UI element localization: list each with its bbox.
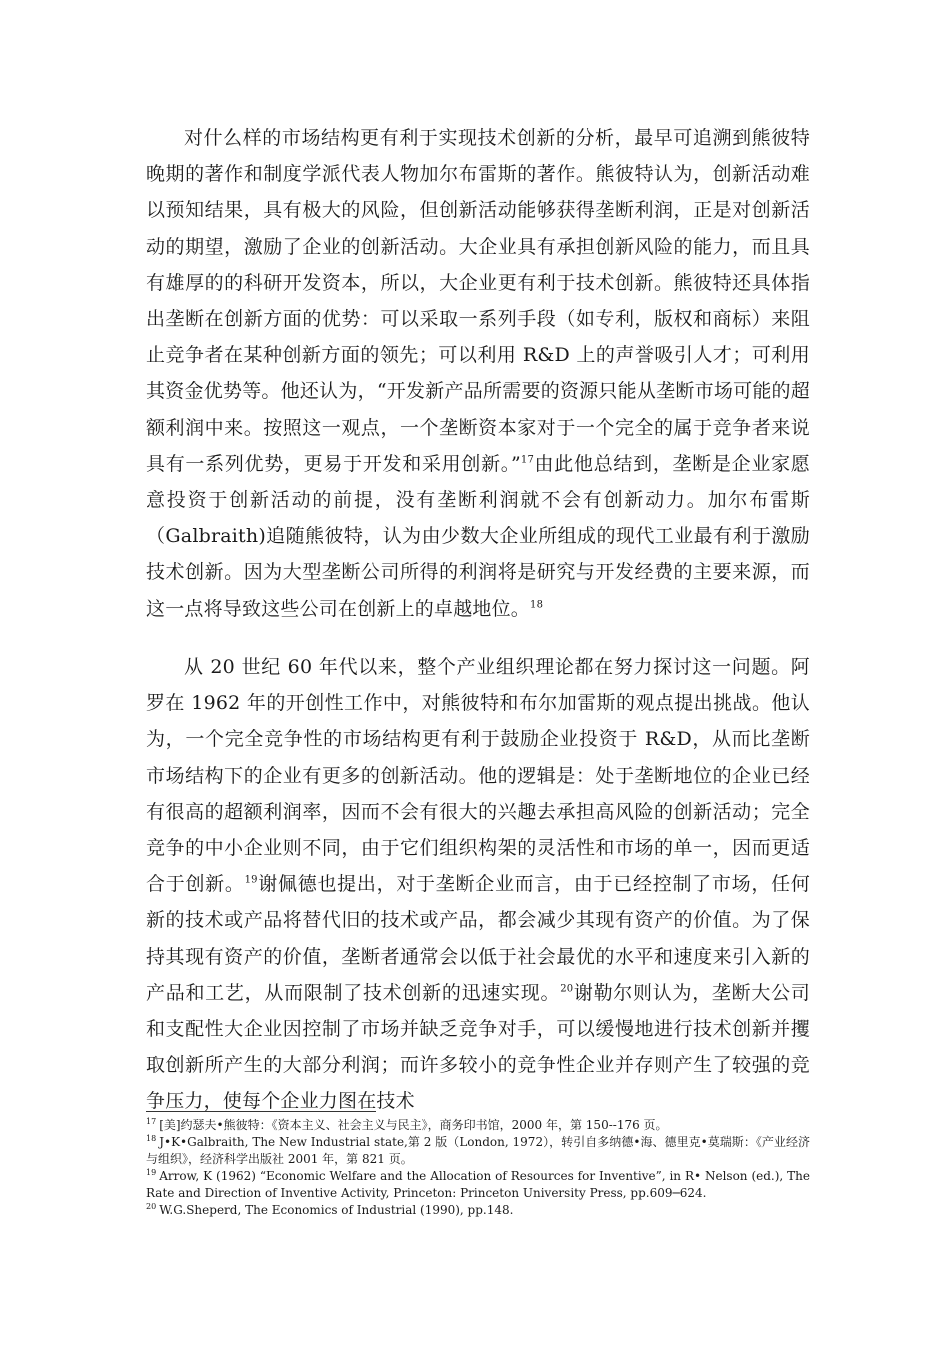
body-paragraph-2 <box>146 649 810 1120</box>
footnote-17 <box>146 1117 810 1134</box>
footnote-19 <box>146 1168 810 1202</box>
paragraph-2-text-a: 从 20 世纪 60 年代以来，整个产业组织理论都在努力探讨这一问题。阿罗在 1962 年的开创性工作中，对熊彼特和布尔加雷斯的观点提出挑战。他认为，一个完全竞争性的市场结构更有利于鼓励企业投资于 R&D，从而比垄断市场结构下的企业有更多的创新活动。他的逻辑是：处于垄断地位的企业已经有很高的超额利润率，因而不会有很大的兴趣去承担高风险的创新活动；完全竞争的中小企业则不同，由于它们组织构架的灵活性和市场的单一，因而更适合于创新。 <box>146 656 810 896</box>
footnote-number: 19 <box>146 1168 157 1177</box>
paragraph-2-text-b: 谢佩德也提出，对于垄断企业而言，由于已经控制了市场，任何新的技术或产品将替代旧的技术或产品，都会减少其现有资产的价值。为了保持其现有资产的价值，垄断者通常会以低于社会最优的水平和速度来引入新的产品和工艺，从而限制了技术创新的迅速实现。 <box>146 873 810 1004</box>
footnote-number: 20 <box>146 1202 157 1211</box>
footnote-ref-17[interactable]: 17 <box>520 454 535 466</box>
footnote-ref-18[interactable]: 18 <box>530 599 544 611</box>
footnote-ref-20[interactable]: 20 <box>560 983 574 995</box>
footnote-number: 17 <box>146 1117 157 1126</box>
paragraph-2-text-c: 谢勒尔则认为，垄断大公司和支配性大企业因控制了市场并缺乏竞争对手，可以缓慢地进行技术创新并攫取创新所产生的大部分利润；而许多较小的竞争性企业并存则产生了较强的竞争压力，使每个企业力图在技术 <box>146 981 811 1113</box>
footnote-separator <box>146 1111 376 1112</box>
paragraph-1-text-a: 对什么样的市场结构更有利于实现技术创新的分析，最早可追溯到熊彼特晚期的著作和制度学派代表人物加尔布雷斯的著作。熊彼特认为，创新活动难以预知结果，具有极大的风险，但创新活动能够获得垄断利润，正是对创新活动的期望，激励了企业的创新活动。大企业具有承担创新风险的能力，而且具有雄厚的的科研开发资本，所以，大企业更有利于技术创新。熊彼特还具体指出垄断在创新方面的优势：可以采取一系列手段（如专利，版权和商标）来阻止竞争者在某种创新方面的领先；可以利用 R&D 上的声誉吸引人才；可利用其资金优势等。他还认为，“开发新产品所需要的资源只能从垄断市场可能的超额利润中来。按照这一观点，一个垄断资本家对于一个完全的属于竞争者来说具有一系列优势，更易于开发和采用创新。” <box>146 127 810 475</box>
footnote-text: J•K•Galbraith, The New Industrial state,第 2 版（London, 1972），转引自多纳德•海、德里克•莫瑞斯：《产业经济与组织》，经济科学出版社 2001 年，第 821 页。 <box>146 1135 810 1166</box>
footnote-text: W.G.Sheperd, The Economics of Industrial (1990), pp.148. <box>159 1203 514 1217</box>
footnote-text: Arrow, K (1962) “Economic Welfare and the Allocation of Resources for Inventive”, in R• Nelson (ed.), The Rate and Direction of Inventive Activity, Princeton: Princeton University Press, pp.609─624. <box>146 1169 810 1200</box>
footnote-20 <box>146 1202 810 1219</box>
footnotes <box>146 1117 810 1219</box>
footnote-ref-19[interactable]: 19 <box>244 874 258 886</box>
paragraph-1-text-b: 由此他总结到，垄断是企业家愿意投资于创新活动的前提，没有垄断利润就不会有创新动力。加尔布雷斯（Galbraith)追随熊彼特，认为由少数大企业所组成的现代工业最有利于激励技术创新。因为大型垄断公司所得的利润将是研究与开发经费的主要来源，而这一点将导致这些公司在创新上的卓越地位。 <box>146 452 810 620</box>
body-paragraph-1 <box>146 120 810 627</box>
footnote-number: 18 <box>146 1134 157 1143</box>
footnote-18 <box>146 1134 810 1168</box>
footnote-text: [美]约瑟夫•熊彼特：《资本主义、社会主义与民主》，商务印书馆，2000 年，第 150--176 页。 <box>159 1118 668 1132</box>
